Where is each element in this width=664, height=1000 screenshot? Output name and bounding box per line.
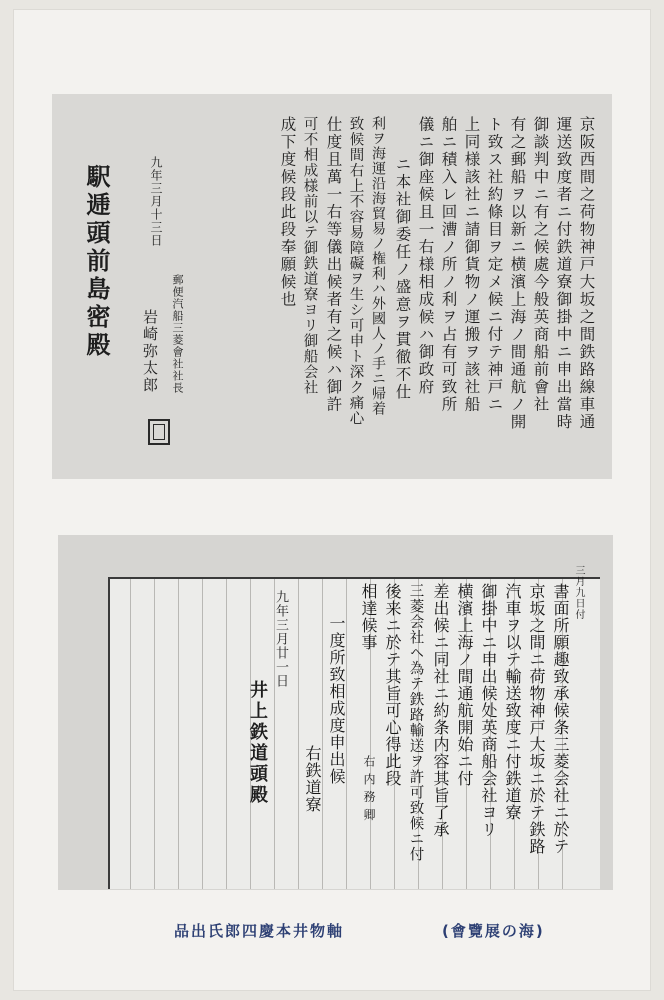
letter-document-1 [52,94,612,479]
ruled-line [346,579,347,889]
letter-1-body-column: 京阪西間之荷物神戸大坂之間鉄路線車通 [577,116,596,431]
letter-1-body-column: 儀ニ御座候且一右様相成候ハ御政府 [416,116,435,396]
postcard [14,10,650,990]
letter-2-body-column: 汽車ヲ以テ輸送致度ニ付鉄道寮 [503,583,522,821]
letter-2-date: 九年三月廿一日 [273,590,288,688]
letter-1-date: 九年三月十三日 [149,156,163,247]
letter-1-body-column: 成下度候段此段奉願候也 [278,116,297,309]
letter-2-authority-line: 右鉄道寮 [303,745,322,813]
letter-1-addressee: 駅逓頭前島密殿 [82,164,111,360]
letter-1-body-column: 有之郵船ヲ以新ニ横濱上海ノ間通航ノ開 [508,116,527,431]
ruled-line [178,579,179,889]
seal-icon [148,419,170,445]
letter-1-body-column: 致候間右上不容易障礙ヲ生シ可申ト深ク痛心 [347,116,364,426]
ruled-line [130,579,131,889]
letter-2-body-column: 書面所願趣致承候条三菱会社ニ於テ [551,583,570,855]
caption-title: 品出氏郎四慶本井物軸 [174,922,345,940]
letter-2-addressee: 井上鉄道頭殿 [247,680,268,806]
letter-1-body-column: ニ本社御委任ノ盛意ヲ貫徹不仕 [393,156,412,401]
letter-2-inner-note: 右 内 務 卿 [362,755,376,822]
letter-1-body-column: 可不相成様前以テ御鉄道寮ヨリ御船会社 [301,116,318,395]
letter-1-body-column: 運送致度者ニ付鉄道寮御掛中ニ申出當時 [554,116,573,431]
letter-1-sender-name: 岩崎弥太郎 [141,309,159,394]
ruled-line [202,579,203,889]
letter-1-body-column: 仕度且萬一右等儀出候者有之候ハ御許 [324,116,343,414]
letter-1-body-column: ト致ス社約條目ヲ定メ候ニ付テ神戸ニ [485,116,504,414]
letter-1-body-column: 御談判中ニ有之候處今般英商船前會社 [531,116,550,414]
letter-2-margin-note: 三月九日付 [573,565,584,620]
ruled-line [154,579,155,889]
ruled-line [226,579,227,889]
letter-2-body-column: 相達候事 [359,583,378,651]
letter-2-body-column: 御掛中ニ申出候处英商船会社ヨリ [479,583,498,838]
letter-document-2 [58,535,613,890]
letter-1-sender-organization: 郵便汽船三菱會社社長 [171,274,184,394]
ruled-line [298,579,299,889]
letter-1-body-column: 利ヲ海運沿海貿易ノ権利ハ外國人ノ手ニ帰着 [370,116,386,416]
letter-2-body-column: 京坂之間ニ荷物神戸大坂ニ於テ鉄路 [527,583,546,855]
letter-2-body-column: 横濱上海ノ間通航開始ニ付 [455,583,474,787]
letter-2-closing-line: 一度所致相成度申出候 [327,615,346,785]
letter-2-body-column: 後来ニ於テ其旨可心得此段 [383,583,402,787]
letter-1-body-column: 舶ニ積入レ回漕ノ所ノ利ヲ占有可致所 [439,116,458,414]
caption-exhibition: (會覽展の海) [442,922,545,940]
letter-2-body-column: 三菱会社ヘ為テ鉄路輸送ヲ許可致候ニ付 [407,583,424,862]
letter-1-body-column: 上同様該社ニ請御貨物ノ運搬ヲ該社船 [462,116,481,414]
ruled-line [322,579,323,889]
letter-2-body-column: 差出候ニ同社ニ約条内容其旨了承 [431,583,450,838]
